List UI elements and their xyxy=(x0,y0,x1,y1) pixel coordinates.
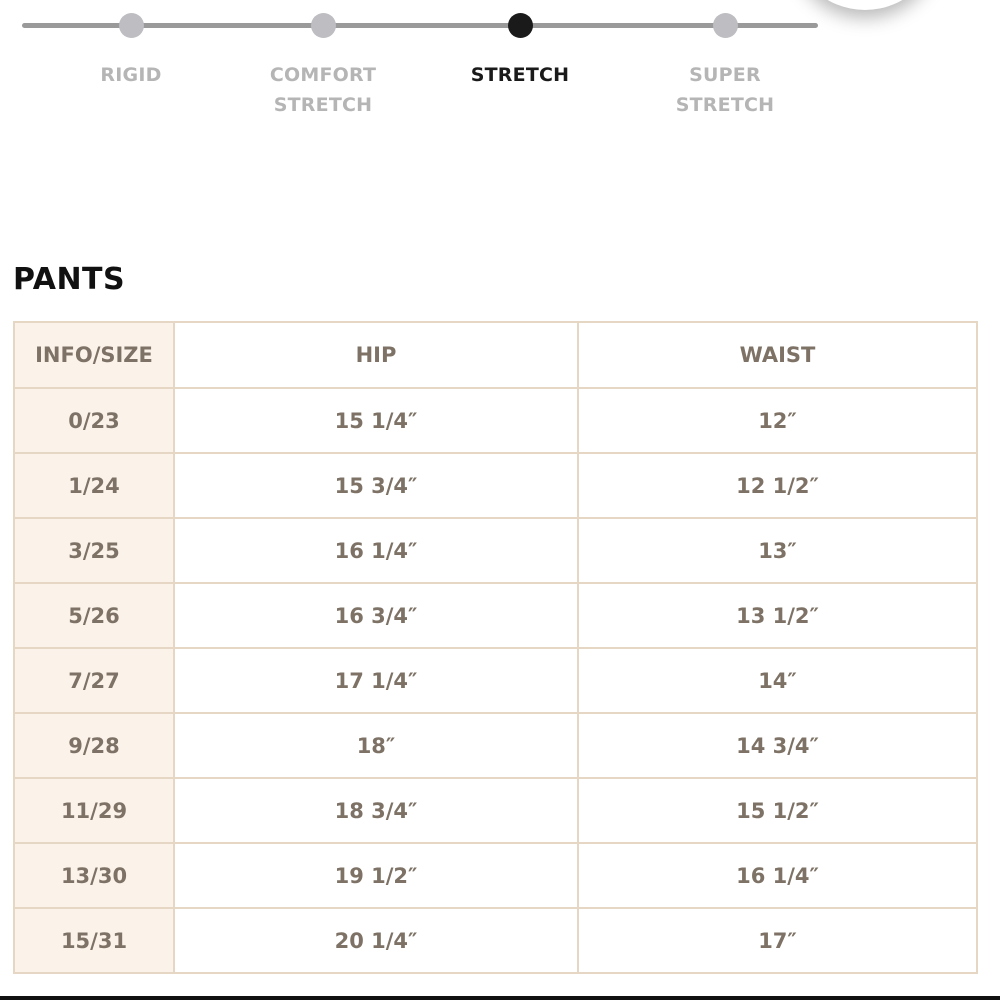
label-line: COMFORT xyxy=(269,64,377,86)
cell-waist: 17″ xyxy=(578,908,977,973)
cell-size: 7/27 xyxy=(14,648,174,713)
cell-size: 13/30 xyxy=(14,843,174,908)
cell-waist: 15 1/2″ xyxy=(578,778,977,843)
cell-waist: 12″ xyxy=(578,388,977,453)
cell-hip: 17 1/4″ xyxy=(174,648,578,713)
stretch-label-rigid xyxy=(31,60,231,90)
table-row xyxy=(14,518,977,583)
cell-size: 11/29 xyxy=(14,778,174,843)
stretch-dot-rigid xyxy=(119,13,144,38)
header-waist: WAIST xyxy=(578,322,977,388)
cell-hip: 16 3/4″ xyxy=(174,583,578,648)
table-row xyxy=(14,648,977,713)
cell-hip: 15 3/4″ xyxy=(174,453,578,518)
cell-waist: 13 1/2″ xyxy=(578,583,977,648)
cell-waist: 14 3/4″ xyxy=(578,713,977,778)
cell-hip: 20 1/4″ xyxy=(174,908,578,973)
label-line: RIGID xyxy=(100,64,162,86)
cell-hip: 18″ xyxy=(174,713,578,778)
cell-size: 9/28 xyxy=(14,713,174,778)
cell-waist: 12 1/2″ xyxy=(578,453,977,518)
stretch-dot-stretch-selected xyxy=(508,13,533,38)
cell-waist: 13″ xyxy=(578,518,977,583)
cell-waist: 16 1/4″ xyxy=(578,843,977,908)
cell-hip: 16 1/4″ xyxy=(174,518,578,583)
table-row xyxy=(14,843,977,908)
cell-hip: 15 1/4″ xyxy=(174,388,578,453)
label-line: SUPER xyxy=(689,64,761,86)
size-chart-table xyxy=(13,321,978,974)
cell-size: 1/24 xyxy=(14,453,174,518)
table-header-row xyxy=(14,322,977,388)
cell-waist: 14″ xyxy=(578,648,977,713)
header-hip: HIP xyxy=(174,322,578,388)
stretch-dot-super-stretch xyxy=(713,13,738,38)
label-line: STRETCH xyxy=(273,94,373,116)
stretch-dot-comfort-stretch xyxy=(311,13,336,38)
cell-hip: 18 3/4″ xyxy=(174,778,578,843)
label-line: STRETCH xyxy=(675,94,775,116)
stretch-label-stretch xyxy=(420,60,620,90)
table-row xyxy=(14,453,977,518)
section-title: PANTS xyxy=(13,262,126,297)
table-row xyxy=(14,713,977,778)
header-info-size: INFO/SIZE xyxy=(14,322,174,388)
cell-size: 3/25 xyxy=(14,518,174,583)
table-row xyxy=(14,908,977,973)
cell-hip: 19 1/2″ xyxy=(174,843,578,908)
stretch-label-super-stretch xyxy=(625,60,825,120)
table-row xyxy=(14,778,977,843)
cell-size: 15/31 xyxy=(14,908,174,973)
table-row xyxy=(14,583,977,648)
cell-size: 5/26 xyxy=(14,583,174,648)
stretch-label-comfort-stretch xyxy=(223,60,423,120)
bottom-divider xyxy=(0,996,1000,1000)
label-line: STRETCH xyxy=(470,64,570,86)
cell-size: 0/23 xyxy=(14,388,174,453)
table-row xyxy=(14,388,977,453)
stretch-scale xyxy=(0,0,1000,130)
